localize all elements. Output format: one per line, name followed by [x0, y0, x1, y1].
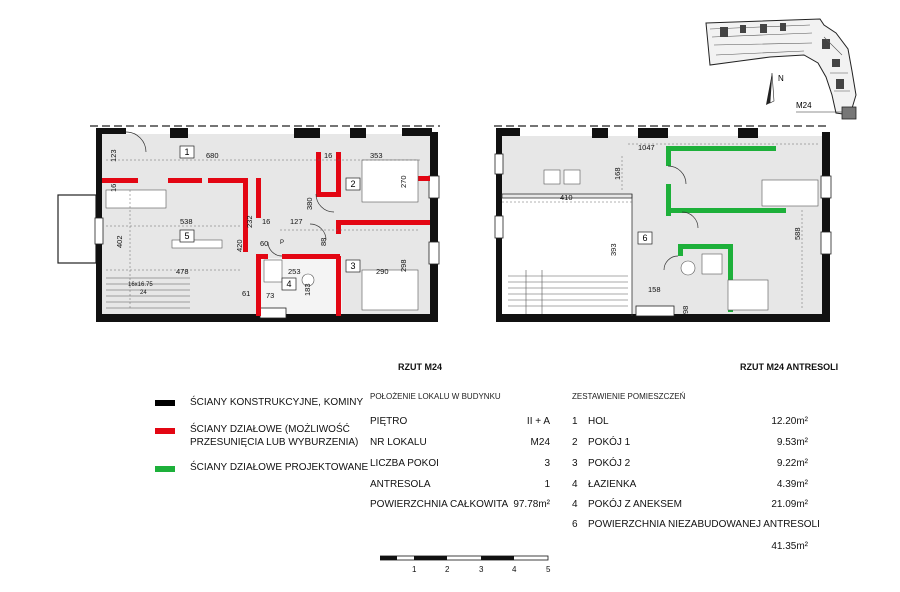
key-plan — [700, 15, 880, 127]
location-label: LICZBA POKOI — [370, 458, 439, 469]
key-plan-unit-highlight — [842, 107, 856, 119]
location-value: 97.78m² — [513, 499, 550, 510]
scale-tick-label: 2 — [445, 565, 450, 574]
room-number-6: 6 — [642, 233, 648, 243]
dim-label: 270 — [399, 175, 408, 188]
floor-plan — [50, 120, 450, 340]
scale-tick-label: 5 — [546, 565, 551, 574]
scale-tick-label: 1 — [412, 565, 417, 574]
key-plan-building — [706, 19, 856, 115]
dim-label: 538 — [180, 217, 193, 226]
room-no: 4 — [572, 479, 578, 490]
room-area: 12.20m² — [771, 416, 808, 427]
room-area: 9.53m² — [776, 437, 808, 448]
mezzanine-plan — [488, 120, 848, 340]
room-area: 41.35m² — [771, 541, 808, 552]
dim-label: 402 — [115, 235, 124, 248]
dim-label: 16 — [262, 217, 271, 226]
dim-label: 353 — [370, 151, 383, 160]
location-heading: POŁOŻENIE LOKALU W BUDYNKU — [370, 392, 501, 401]
location-label: ANTRESOLA — [370, 479, 431, 490]
dim-label: 73 — [266, 291, 275, 300]
room-no: 3 — [572, 458, 578, 469]
dim-label: 253 — [288, 267, 301, 276]
key-plan-unit-label: M24 — [796, 101, 812, 110]
dim-label: 183 — [303, 283, 312, 296]
room-label: HOL — [588, 416, 609, 427]
dim-label: 680 — [206, 151, 219, 160]
location-label: PIĘTRO — [370, 416, 408, 427]
room-label: POKÓJ Z ANEKSEM — [588, 499, 682, 510]
room-area: 9.22m² — [776, 458, 808, 469]
legend-label-designed: ŚCIANY DZIAŁOWE PROJEKTOWANE — [190, 462, 369, 473]
room-area: 4.39m² — [776, 479, 808, 490]
room-no: 4 — [572, 499, 578, 510]
room-label: POKÓJ 1 — [588, 437, 631, 448]
north-label: N — [778, 74, 784, 83]
scale-tick-label: 3 — [479, 565, 484, 574]
dim-label: 60 — [260, 239, 269, 248]
dim-label: 88 — [319, 237, 328, 246]
dim-label: 298 — [399, 259, 408, 272]
dim-label: 380 — [305, 197, 314, 210]
legend-swatch-movable — [155, 428, 175, 434]
dim-label: 232 — [245, 215, 254, 228]
dim-label: 16 — [109, 183, 118, 192]
north-arrow-icon — [766, 73, 774, 105]
dim-label: 290 — [376, 267, 389, 276]
dim-label: 61 — [242, 289, 251, 298]
dim-label: 420 — [235, 239, 244, 252]
rooms-heading: ZESTAWIENIE POMIESZCZEŃ — [572, 392, 686, 401]
scale-bar — [380, 554, 560, 564]
dim-label: 588 — [793, 227, 802, 240]
dim-label: 1047 — [638, 143, 655, 152]
location-value: 1 — [544, 479, 550, 490]
dim-label: 410 — [560, 193, 573, 202]
room-no: 1 — [572, 416, 578, 427]
location-value: 3 — [544, 458, 550, 469]
mezzanine-plan-title: RZUT M24 ANTRESOLI — [740, 362, 839, 372]
location-value: II + A — [526, 416, 550, 427]
dim-label: 16 — [324, 151, 333, 160]
legend-swatch-structural — [155, 400, 175, 406]
legend-label-structural: ŚCIANY KONSTRUKCYJNE, KOMINY — [190, 397, 364, 408]
location-label: NR LOKALU — [370, 437, 427, 448]
room-label: POWIERZCHNIA NIEZABUDOWANEJ ANTRESOLI — [588, 519, 820, 530]
dim-label: 168 — [613, 167, 622, 180]
dim-label: 158 — [648, 285, 661, 294]
room-label: POKÓJ 2 — [588, 458, 631, 469]
scale-tick-label: 4 — [512, 565, 517, 574]
room-area: 21.09m² — [771, 499, 808, 510]
legend-swatch-designed — [155, 466, 175, 472]
dim-label: 24 — [140, 290, 147, 296]
plan-title: RZUT M24 — [398, 362, 443, 372]
dim-label: 127 — [290, 217, 303, 226]
dim-label: 98 — [681, 305, 690, 314]
dim-label: 393 — [609, 243, 618, 256]
room-no: 6 — [572, 519, 578, 530]
dim-label: 478 — [176, 267, 189, 276]
location-label: POWIERZCHNIA CAŁKOWITA — [370, 499, 509, 510]
location-value: M24 — [530, 437, 550, 448]
room-number-1: 1 — [184, 147, 190, 157]
dim-label: P — [280, 240, 285, 246]
mezzanine-void — [502, 198, 632, 316]
dim-label: 123 — [109, 149, 118, 162]
room-number-5: 5 — [184, 231, 190, 241]
room-no: 2 — [572, 437, 578, 448]
room-number-2: 2 — [350, 179, 356, 189]
balcony — [58, 195, 96, 263]
room-label: ŁAZIENKA — [588, 479, 637, 490]
legend-label-movable: ŚCIANY DZIAŁOWE (MOŻLIWOŚĆ PRZESUNIĘCIA LUB WYBURZENIA) — [190, 424, 359, 448]
room-number-4: 4 — [286, 279, 292, 289]
dim-label: 16x16.75 — [128, 282, 153, 288]
room-number-3: 3 — [350, 261, 356, 271]
